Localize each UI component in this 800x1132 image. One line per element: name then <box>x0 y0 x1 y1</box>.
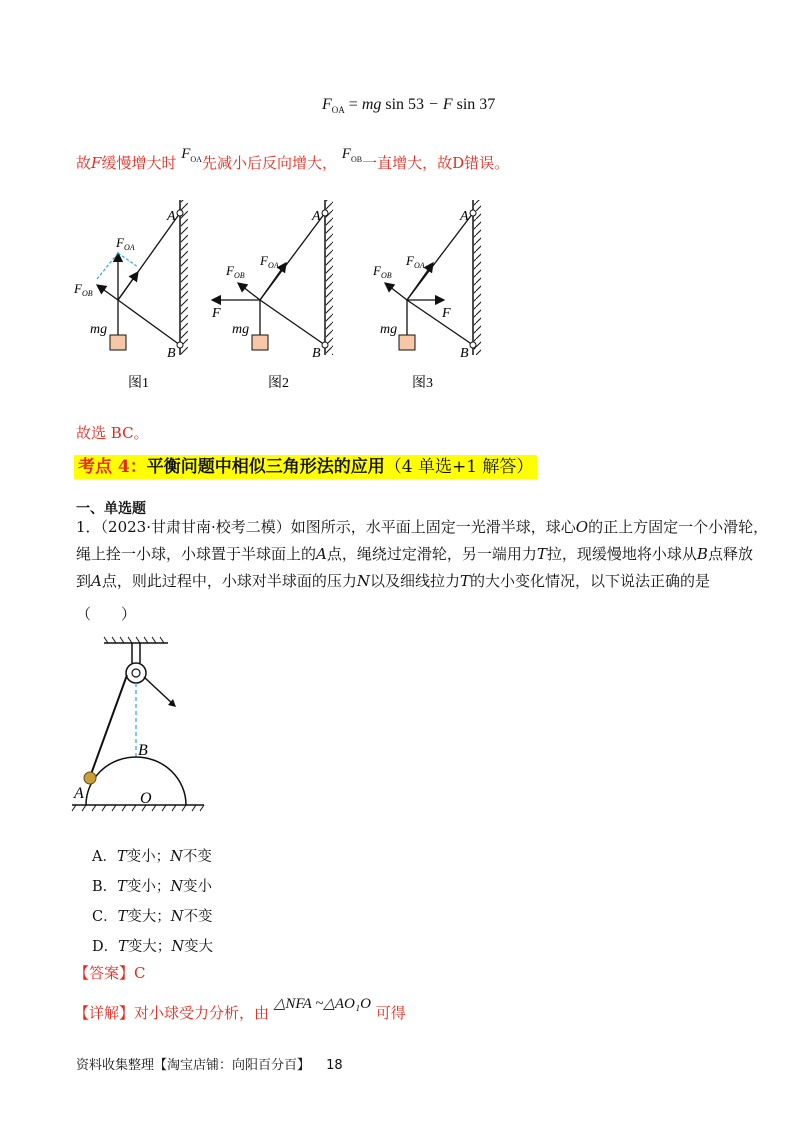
question-text <box>76 514 769 628</box>
conclusion-part1: 故 <box>76 154 92 172</box>
eq-minus-f: − F <box>428 96 453 113</box>
fig3-f: F <box>442 306 451 321</box>
fig3-label-b: B <box>460 346 469 361</box>
equation-top: $F_{OA}$ = mg sin 53 − F sin 37 <box>322 96 496 116</box>
figure-3 <box>372 200 481 391</box>
figure-2 <box>211 200 333 391</box>
qfig-label-o: O <box>140 790 152 807</box>
footer-text: 资料收集整理【淘宝店铺：向阳百分百】 <box>76 1058 311 1073</box>
fig2-mg: mg <box>232 322 250 337</box>
fig2-label-b: B <box>312 346 321 361</box>
fig3-caption: 图3 <box>412 376 433 391</box>
conclusion-part4: 一直增大，故D错误。 <box>362 154 510 172</box>
footer <box>76 1054 343 1073</box>
fig1-fob: $F_{OB}$ <box>74 281 93 298</box>
option-b[interactable]: B．T变小；N变小 <box>92 879 213 895</box>
subsection-title: 一、单选题 <box>76 501 146 517</box>
answer-value: C <box>134 964 146 982</box>
previous-answer: 故选 BC。 <box>76 424 149 442</box>
fig2-label-a: A <box>312 209 321 224</box>
section-heading <box>74 452 537 477</box>
fig1-label-b: B <box>167 346 176 361</box>
eq-mg: mg <box>361 96 382 113</box>
conclusion-fob: $F_{OB}$ <box>341 146 363 164</box>
section-suffix: （4 单选+1 解答） <box>384 457 534 477</box>
section-title: 平衡问题中相似三角形法的应用 <box>146 457 385 477</box>
question-line-1: 1．（2023·甘肃甘南·校考二模）如图所示，水平面上固定一光滑半球，球心O的正上方固定一个小滑轮， <box>76 518 769 536</box>
fig1-caption: 图1 <box>128 376 149 391</box>
section-prefix: 考点 4： <box>78 457 147 477</box>
answer-label: 【答案】 <box>74 964 135 982</box>
detail-formula: △NFA ~△AO₁O <box>273 996 371 1012</box>
question-paren: （ ） <box>76 605 137 623</box>
hemisphere-figure <box>64 635 214 820</box>
question-line-3: 到A点，则此过程中，小球对半球面的压力N以及细线拉力T的大小变化情况，以下说法正确的是 <box>76 572 711 590</box>
detail-label: 【详解】 <box>74 1004 135 1022</box>
fig2-f: F <box>212 306 221 321</box>
conclusion-part2: 缓慢增大时 <box>101 154 177 172</box>
conclusion-f: F <box>91 154 102 172</box>
eq-lhs-sub: OA <box>331 105 345 116</box>
fig2-caption: 图2 <box>268 376 289 391</box>
answer-line <box>74 960 146 987</box>
fig1-label-a: A <box>167 209 176 224</box>
fig3-label-a: A <box>460 209 469 224</box>
conclusion-line <box>76 146 510 183</box>
detail-text: 对小球受力分析，由 <box>134 1004 270 1022</box>
eq-sin37: sin 37 <box>456 96 496 113</box>
option-d[interactable]: D．T变大；N变大 <box>92 939 213 955</box>
figure-1 <box>73 200 188 391</box>
conclusion-foa: $F_{OA}$ <box>181 146 202 164</box>
detail-line <box>74 996 406 1028</box>
eq-lhs: F <box>322 96 332 113</box>
option-c[interactable]: C．T变大；N不变 <box>92 909 213 925</box>
eq-sin53: sin 53 <box>385 96 425 113</box>
fig3-foa: $F_{OA}$ <box>406 253 425 270</box>
fig1-mg: mg <box>90 322 108 337</box>
fig1-foa: $F_{OA}$ <box>116 235 135 252</box>
fig2-fob: $F_{OB}$ <box>226 263 245 280</box>
page-number: 18 <box>326 1058 343 1073</box>
qfig-label-a: A <box>74 785 84 802</box>
force-figures <box>60 195 520 400</box>
fig3-fob: $F_{OB}$ <box>373 263 392 280</box>
option-a[interactable]: A．T变小；N不变 <box>92 849 212 865</box>
detail-tail: 可得 <box>375 1004 406 1022</box>
fig2-foa: $F_{OA}$ <box>260 253 279 270</box>
fig3-mg: mg <box>380 322 398 337</box>
question-line-2: 绳上拴一小球，小球置于半球面上的A点，绳绕过定滑轮，另一端用力T拉，现缓慢地将小球从B点释放 <box>76 545 753 563</box>
conclusion-part3: 先减小后反向增大， <box>201 154 337 172</box>
qfig-label-b: B <box>138 742 148 759</box>
